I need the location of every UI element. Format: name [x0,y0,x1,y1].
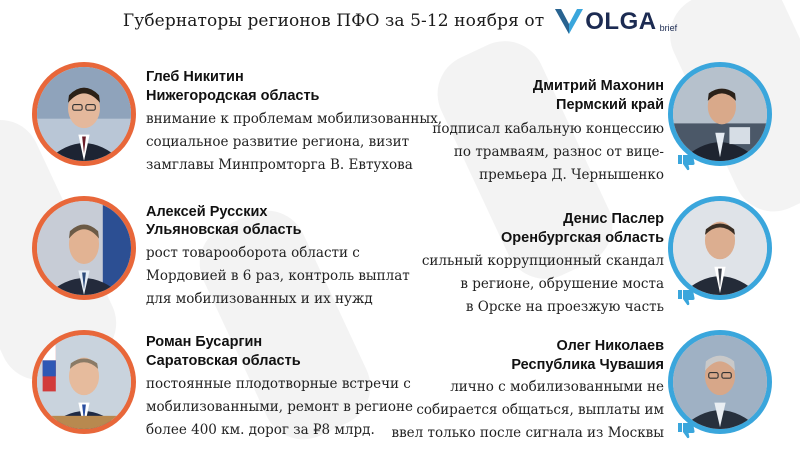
thumbs-down-icon [676,420,696,440]
governor-description [146,108,442,177]
page-title: Губернаторы регионов ПФО за 5-12 ноября от [122,11,545,31]
governor-region: Нижегородская область [146,88,320,104]
governor-name: Олег Николаев [556,338,664,354]
governor-name: Роман Бусаргин [146,334,263,350]
logo-suffix: brief [659,23,678,33]
governor-name: Алексей Русских [146,204,268,220]
governor-photo-pasler [668,196,772,300]
description-line: в Орске на проезжую часть [465,299,664,315]
governor-photo-nikitin [32,62,136,166]
description-line: мобилизованными, ремонт в регионе [146,399,414,415]
description-line: внимание к проблемам мобилизованных, [146,111,443,127]
thumbs-down-icon [676,152,696,172]
governor-description [432,118,664,187]
description-line: Мордовией в 6 раз, контроль выплат [146,268,410,284]
rank-badge: 1 [117,152,131,177]
portrait-image [37,335,131,429]
governor-name: Глеб Никитин [146,69,244,85]
thumbs-down-icon [676,287,696,307]
description-line: ввел только после сигнала из Москвы [391,425,664,441]
governor-description [391,376,664,445]
governor-photo-nikolaev [668,330,772,434]
governor-name: Денис Паслер [563,211,664,227]
description-line: для мобилизованных и их нужд [146,291,373,307]
governor-photo-makhonin [668,62,772,166]
rank-badge: 3 [117,418,131,443]
description-line: социальное развитие региона, визит [146,134,410,150]
description-line: по трамваям, разнос от вице- [453,144,664,160]
header [0,0,800,42]
governor-description [146,242,410,311]
governor-name: Дмитрий Махонин [532,78,664,94]
portrait-image [37,201,131,295]
governor-region: Ульяновская область [146,222,302,238]
description-line: замглавы Минпромторга В. Евтухова [146,157,413,173]
governor-description [146,373,413,442]
governor-region: Оренбургская область [501,230,664,246]
description-line: собирается общаться, выплаты им [416,402,664,418]
volga-brief-logo [554,7,677,35]
description-line: более 400 км. дорог за ₽8 млрд. [146,422,375,438]
governor-description [422,250,664,319]
description-line: постоянные плодотворные встречи с [146,376,411,392]
governor-region: Пермский край [556,97,664,113]
portrait-image [673,335,767,429]
description-line: премьера Д. Чернышенко [479,167,664,183]
rank-badge: 2 [117,285,131,310]
description-line: лично с мобилизованными не [450,379,664,395]
description-line: подписал кабальную концессию [432,121,664,137]
logo-v-mark [554,7,584,35]
description-line: сильный коррупционный скандал [421,253,664,269]
governor-region: Республика Чувашия [511,357,664,373]
description-line: в регионе, обрушение моста [460,276,664,292]
portrait-image [37,67,131,161]
description-line: рост товарооборота области с [146,245,360,261]
portrait-image [673,201,767,295]
portrait-image [673,67,767,161]
logo-text: OLGA [585,8,657,35]
governor-region: Саратовская область [146,353,301,369]
